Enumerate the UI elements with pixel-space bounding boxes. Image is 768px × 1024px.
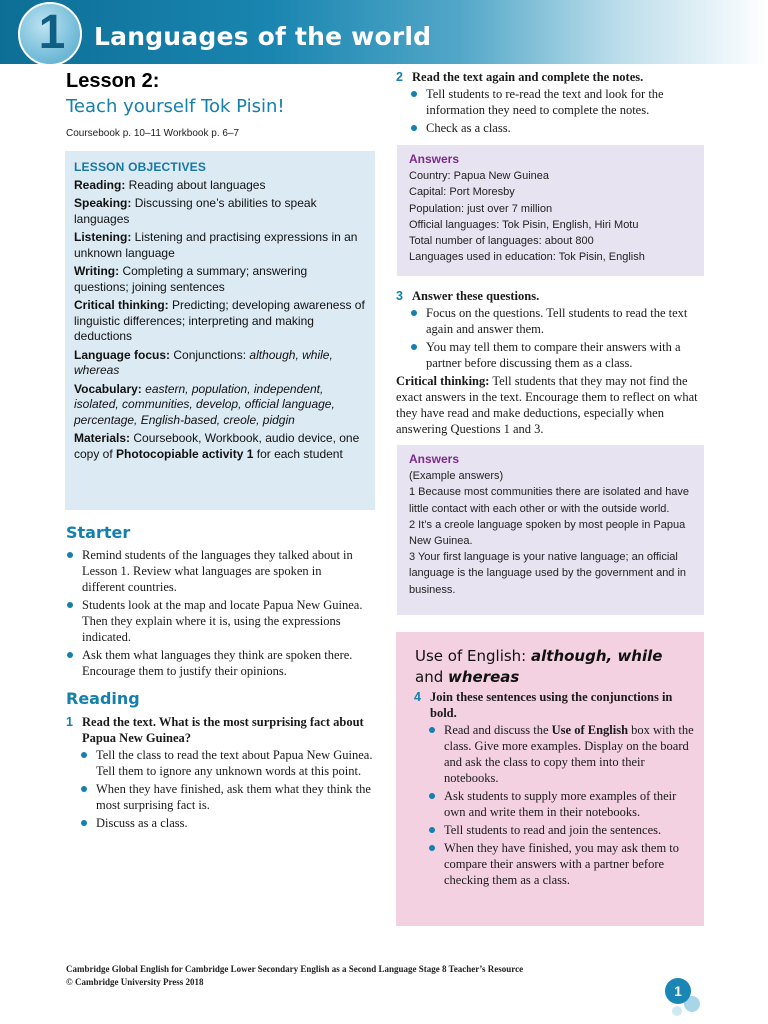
- objective-vocabulary: Vocabulary: eastern, population, independent, isolated, communities, develop, official language, percentage, English-based, creole, pidgin: [74, 381, 335, 427]
- list-item: Ask them what languages they think are spoken there. Encourage them to justify their opinions.: [66, 647, 366, 679]
- task-2-list: [410, 86, 706, 138]
- list-item: Discuss as a class.: [80, 815, 376, 831]
- critical-thinking-label: Critical thinking:: [396, 374, 490, 388]
- objective-reading: Reading: Reading about languages: [74, 177, 266, 192]
- answer-line: 3 Your first language is your native language; an official language is the language used by the government and in business.: [409, 551, 687, 596]
- list-item: Tell students to re-read the text and look for the information they need to complete the notes.: [410, 86, 706, 118]
- answer-line: Population: just over 7 million: [409, 202, 553, 215]
- page-footer: [66, 963, 523, 989]
- list-item: When they have finished, you may ask them to compare their answers with a partner before checking them as a class.: [428, 840, 700, 888]
- answer-line: Official languages: Tok Pisin, English, Hiri Motu: [409, 218, 639, 231]
- critical-thinking-note: Critical thinking: Tell students that they may not find the exact answers in the text. Encourage them to reflect on what they have read and make deductions, especially when answering Questions 1 and 3.: [396, 374, 698, 436]
- list-item: You may tell them to compare their answers with a partner before discussing them as a class.: [410, 339, 706, 371]
- starter-heading: Starter: [66, 523, 131, 542]
- objectives-heading: LESSON OBJECTIVES: [74, 160, 207, 174]
- list-item: Read and discuss the Use of English box with the class. Give more examples. Display on the board and ask the class to copy them into their notebooks.: [428, 722, 700, 786]
- task-3-list: [410, 305, 706, 373]
- use-of-english-box: [396, 632, 704, 926]
- task-number: 4: [414, 690, 421, 704]
- objective-critical-thinking: Critical thinking: Predicting; developing awareness of linguistic differences; interpreting and making deductions: [74, 298, 365, 343]
- page-number: 1: [665, 978, 691, 1004]
- task-4-list: [428, 722, 700, 890]
- decorative-dot: [672, 1006, 682, 1016]
- list-item: Tell students to read and join the sentences.: [428, 822, 700, 838]
- answer-line: Country: Papua New Guinea: [409, 170, 550, 183]
- answer-line: (Example answers): [409, 470, 504, 483]
- task-3: [396, 288, 706, 304]
- task-number: 3: [396, 289, 403, 303]
- list-item: When they have finished, ask them what they think the most surprising fact is.: [80, 781, 376, 813]
- list-item: Students look at the map and locate Papua New Guinea. Then they explain where it is, using the expressions indicated.: [66, 597, 366, 645]
- task-instruction: Read the text again and complete the notes.: [412, 70, 644, 84]
- list-item: Ask students to supply more examples of their own and write them in their notebooks.: [428, 788, 700, 820]
- list-item: Focus on the questions. Tell students to read the text again and answer them.: [410, 305, 706, 337]
- list-item: Remind students of the languages they talked about in Lesson 1. Review what languages are spoken in different countries.: [66, 547, 366, 595]
- answers-heading: Answers: [409, 452, 460, 466]
- unit-number: 1: [38, 6, 66, 59]
- objective-writing: Writing: Completing a summary; answering questions; joining sentences: [74, 264, 308, 294]
- unit-title: Languages of the world: [94, 22, 432, 51]
- task-number: 1: [66, 715, 73, 729]
- task-4: [414, 689, 696, 721]
- task-1: [66, 714, 371, 746]
- task-instruction: Answer these questions.: [412, 289, 540, 303]
- task-instruction: Join these sentences using the conjunctions in bold.: [430, 690, 673, 720]
- task-2: [396, 69, 706, 85]
- footer-copyright: © Cambridge University Press 2018: [66, 977, 204, 987]
- objective-language-focus: Language focus: Conjunctions: although, while, whereas: [74, 347, 333, 377]
- task-number: 2: [396, 70, 403, 84]
- list-item: Tell the class to read the text about Papua New Guinea. Tell them to ignore any unknown words at this point.: [80, 747, 376, 779]
- answer-line: Capital: Port Moresby: [409, 186, 515, 199]
- task-1-list: [80, 747, 376, 833]
- use-of-english-title: Use of English: although, while and whereas: [415, 647, 663, 686]
- answer-line: Total number of languages: about 800: [409, 235, 594, 248]
- reading-heading: Reading: [66, 689, 140, 708]
- lesson-number: Lesson 2:: [66, 70, 160, 92]
- answer-line: 2 It’s a creole language spoken by most people in Papua New Guinea.: [409, 518, 686, 548]
- lesson-title: Teach yourself Tok Pisin!: [66, 96, 285, 117]
- starter-list: [66, 547, 366, 681]
- list-item: Check as a class.: [410, 120, 706, 136]
- task-instruction: Read the text. What is the most surprising fact about Papua New Guinea?: [82, 715, 364, 745]
- lesson-reference: Coursebook p. 10–11 Workbook p. 6–7: [66, 128, 240, 139]
- answers-box: [397, 145, 704, 276]
- answers-heading: Answers: [409, 152, 460, 166]
- answer-line: 1 Because most communities there are isolated and have little contact with each other or with the outside world.: [409, 486, 690, 515]
- answer-line: Languages used in education: Tok Pisin, English: [409, 251, 645, 264]
- objective-materials: Materials: Coursebook, Workbook, audio device, one copy of Photocopiable activity 1 for each student: [74, 431, 360, 461]
- objective-listening: Listening: Listening and practising expressions in an unknown language: [74, 230, 358, 260]
- footer-series-title: Cambridge Global English for Cambridge Lower Secondary English as a Second Language Stage 8 Teacher’s Resource: [66, 964, 524, 974]
- objective-speaking: Speaking: Discussing one’s abilities to speak languages: [74, 196, 317, 226]
- answers-box: [397, 445, 704, 615]
- unit-number-badge: [18, 2, 82, 66]
- lesson-objectives-box: [65, 151, 375, 510]
